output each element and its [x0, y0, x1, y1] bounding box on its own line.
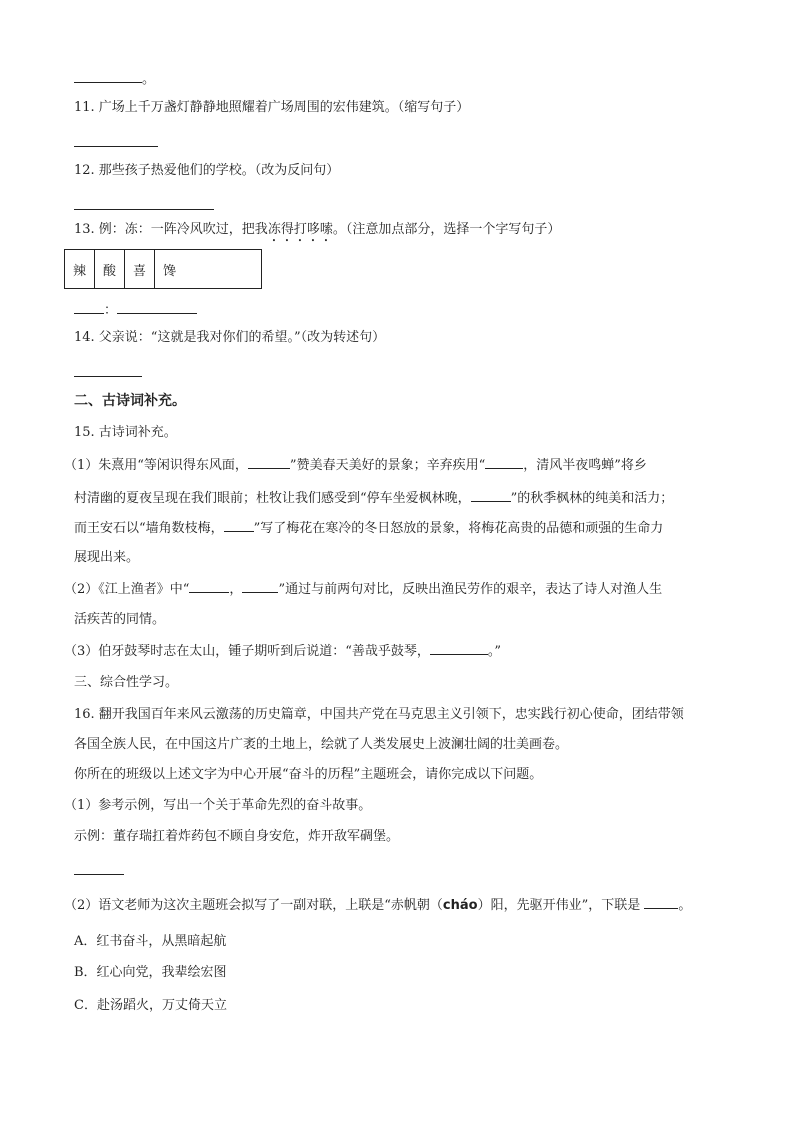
char-table [64, 249, 262, 289]
question-13 [74, 221, 560, 245]
text: （2）《江上渔者》中“ [64, 582, 190, 597]
q15-p1-line4: 展现出来。 [74, 550, 140, 565]
q15-p1-line2 [74, 489, 673, 508]
q15-p2-line2: 活疾苦的同情。 [74, 612, 166, 627]
answer-blank [430, 642, 488, 655]
text: ， [229, 582, 243, 597]
answer-blank [189, 580, 229, 593]
section-heading-2: 二、古诗词补充。 [74, 393, 186, 409]
question-13-prefix: 13. 例：冻：一阵冷风吹过，把我 [74, 222, 268, 237]
q15-p1-line3 [74, 519, 663, 538]
option-c: C．赴汤蹈火，万丈倚天立 [74, 998, 227, 1013]
q16-line1: 16. 翻开我国百年来风云激荡的历史篇章，中国共产党在马克思主义引领下，忠实践行初心使命，团结带领 [74, 707, 684, 722]
text: （2）语文老师为这次主题班会拟写了一副对联，上联是“赤帆朝（ [64, 898, 443, 913]
question-13-suffix: 。（注意加点部分，选择一个字写句子） [332, 222, 561, 237]
answer-line-12 [74, 209, 214, 210]
char-cell: 馋 [155, 250, 262, 289]
q15-p3 [64, 642, 501, 661]
answer-line-top [74, 70, 155, 89]
q16-p2 [64, 896, 691, 915]
answer-blank [248, 456, 290, 469]
text: 而王安石以“墙角数枝梅， [74, 521, 224, 536]
q16-p1: （1）参考示例，写出一个关于革命先烈的奋斗故事。 [64, 798, 372, 813]
answer-blank [242, 580, 278, 593]
text: 。” [487, 644, 502, 659]
answer-blank [471, 489, 511, 502]
text: ”写了梅花在寒冷的冬日怒放的景象，将梅花高贵的品德和顽强的生命力 [253, 521, 664, 536]
text: ”通过与前两句对比，反映出渔民劳作的艰辛，表达了诗人对渔人生 [278, 582, 663, 597]
char-cell: 辣 [65, 250, 95, 289]
q16-line3: 你所在的班级以上述文字为中心开展“奋斗的历程”主题班会，请你完成以下问题。 [74, 767, 543, 782]
text: ，清风半夜鸣蝉”将乡 [523, 458, 647, 473]
question-12: 12. 那些孩子热爱他们的学校。（改为反问句） [74, 163, 340, 178]
section-heading-3: 三、综合性学习。 [74, 675, 179, 690]
answer-blank [224, 519, 254, 532]
answer-line-14 [74, 376, 142, 377]
question-13-dotted: 冻得打哆嗦 [267, 222, 333, 237]
question-15-title: 15. 古诗词补充。 [74, 425, 177, 440]
answer-blank [644, 896, 678, 909]
answer-line-13 [74, 301, 197, 320]
question-11: 11. 广场上千万盏灯静静地照耀着广场周围的宏伟建筑。（缩写句子） [74, 100, 470, 115]
q16-line2: 各国全族人民，在中国这片广袤的土地上，绘就了人类发展史上波澜壮阔的壮美画卷。 [74, 737, 569, 752]
answer-blank [117, 301, 197, 314]
text: 。 [678, 898, 692, 913]
period-mark: 。 [142, 72, 156, 87]
question-14: 14. 父亲说：“这就是我对你们的希望。”（改为转述句） [74, 330, 386, 345]
colon-mark: ： [104, 303, 118, 318]
text: ”赞美春天美好的景象；辛弃疾用“ [289, 458, 486, 473]
char-cell: 喜 [125, 250, 155, 289]
pinyin: cháo [442, 898, 478, 913]
answer-line-11 [74, 146, 158, 147]
q15-p2-line1 [64, 580, 662, 599]
text: （3）伯牙鼓琴时志在太山，锺子期听到后说道：“善哉乎鼓琴， [64, 644, 430, 659]
text: （1）朱熹用“等闲识得东风面， [64, 458, 248, 473]
q16-example: 示例：董存瑞扛着炸药包不顾自身安危，炸开敌军碉堡。 [74, 829, 400, 844]
answer-blank [485, 456, 523, 469]
answer-blank [74, 70, 142, 83]
option-a: A．红书奋斗，从黑暗起航 [74, 934, 227, 949]
text: ）阳，先驱开伟业”，下联是 [477, 898, 645, 913]
answer-line-16-1 [74, 874, 124, 875]
text: ”的秋季枫林的纯美和活力； [510, 491, 674, 506]
q15-p1-line1 [64, 456, 647, 475]
char-cell: 酸 [95, 250, 125, 289]
text: 村清幽的夏夜呈现在我们眼前；杜牧让我们感受到“停车坐爱枫林晚， [74, 491, 471, 506]
answer-blank [74, 301, 104, 314]
option-b: B．红心向党，我辈绘宏图 [74, 965, 227, 980]
